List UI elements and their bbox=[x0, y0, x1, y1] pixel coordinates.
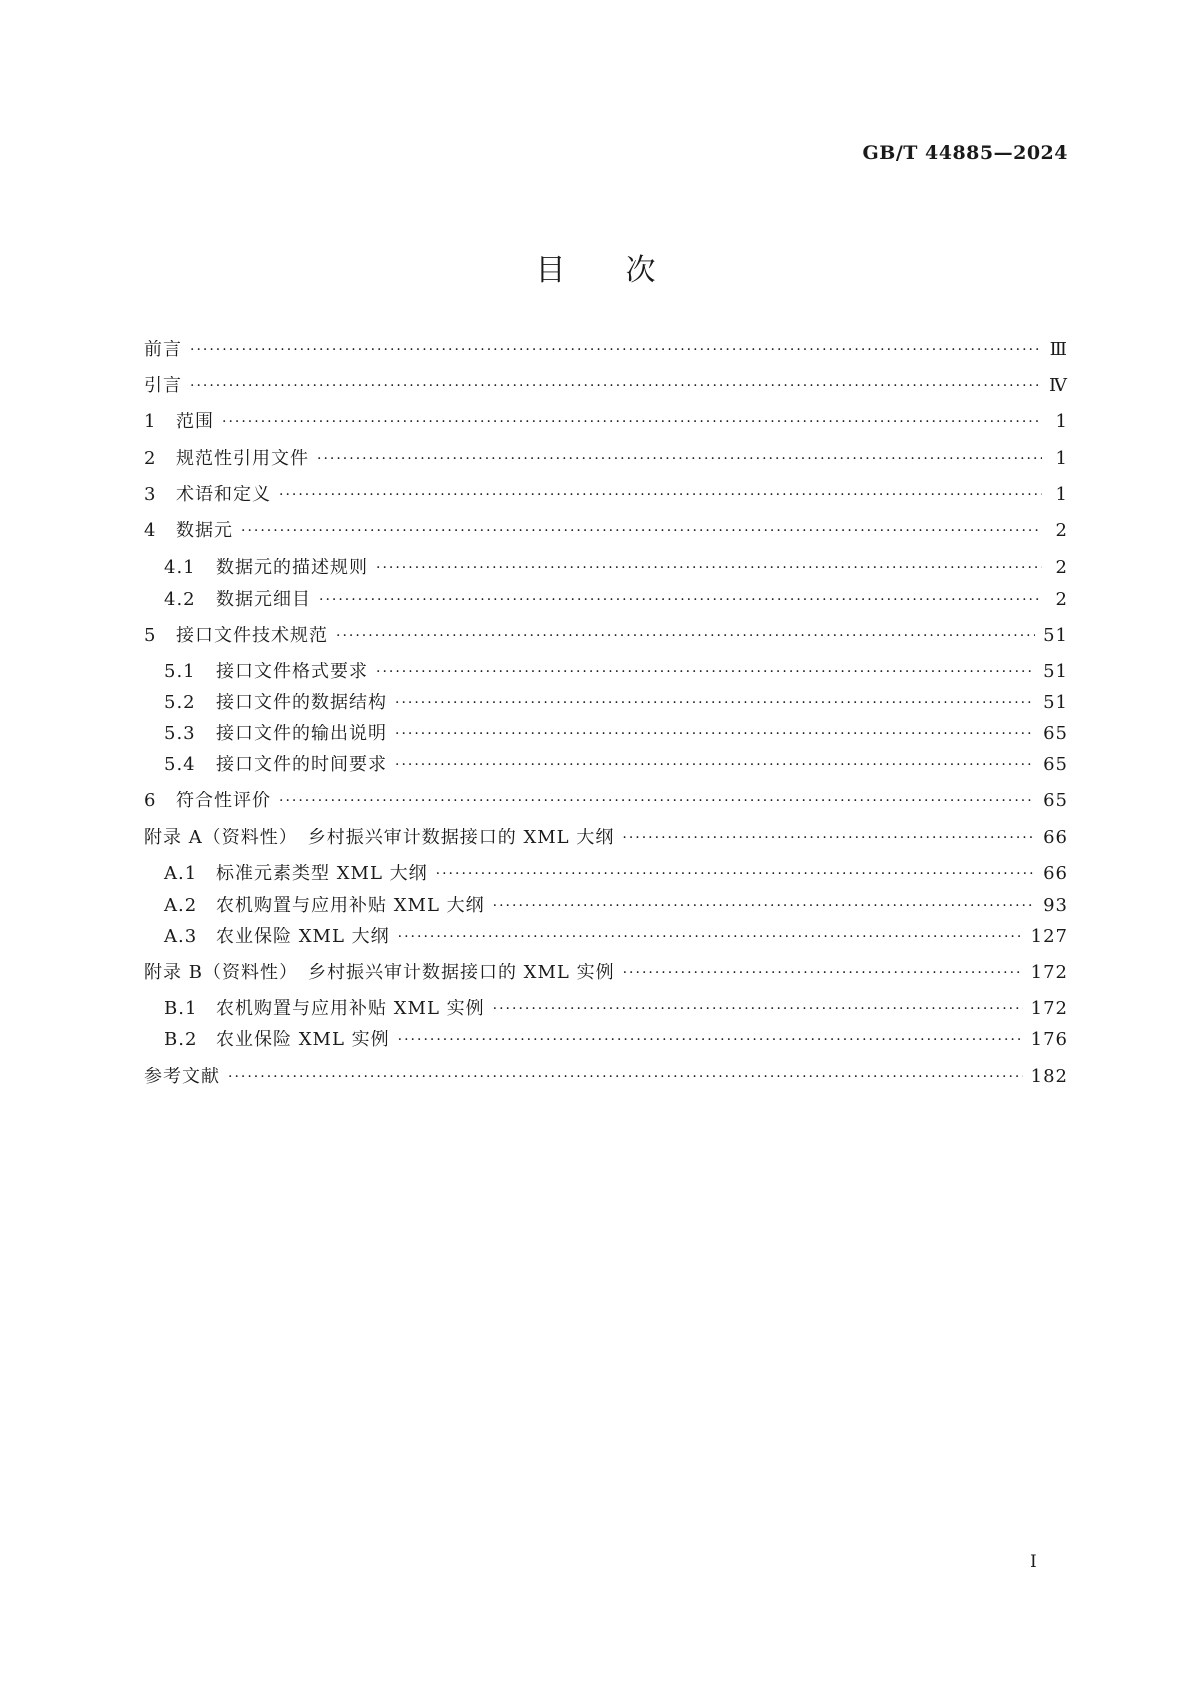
toc-entry-page: 51 bbox=[1043, 662, 1068, 682]
toc-entry-page: 65 bbox=[1043, 755, 1068, 775]
toc-entry-label: 附录 B（资料性） 乡村振兴审计数据接口的 XML 实例 bbox=[144, 963, 615, 983]
toc-entry-label: 符合性评价 bbox=[176, 791, 271, 811]
toc-entry[interactable] bbox=[144, 693, 1068, 713]
toc-entry-number: 5.2 bbox=[164, 693, 196, 713]
toc-entry[interactable] bbox=[144, 755, 1068, 775]
toc-entry-number: 5 bbox=[144, 626, 157, 646]
toc-entry-page: 66 bbox=[1043, 828, 1068, 848]
toc-entry[interactable] bbox=[144, 485, 1068, 505]
toc-entry[interactable] bbox=[144, 376, 1068, 396]
toc-leader-dots bbox=[398, 1030, 1023, 1050]
toc-entry-number: 4.1 bbox=[164, 558, 196, 578]
toc-entry-page: 2 bbox=[1055, 558, 1068, 578]
toc-entry[interactable] bbox=[144, 626, 1068, 646]
toc-leader-dots bbox=[395, 755, 1035, 775]
toc-leader-dots bbox=[319, 590, 1042, 610]
toc-entry-page: 1 bbox=[1055, 412, 1068, 432]
toc-entry-label: 农业保险 XML 大纲 bbox=[216, 927, 390, 947]
toc-entry-page: 172 bbox=[1030, 999, 1068, 1019]
toc-leader-dots bbox=[190, 376, 1041, 396]
toc-leader-dots bbox=[493, 896, 1035, 916]
toc-leader-dots bbox=[279, 485, 1042, 505]
toc-entry-number: 5.3 bbox=[164, 724, 196, 744]
toc-entry-label: 接口文件的时间要求 bbox=[216, 755, 387, 775]
toc-leader-dots bbox=[395, 693, 1035, 713]
toc-entry-page: 127 bbox=[1030, 927, 1068, 947]
toc-entry[interactable] bbox=[144, 558, 1068, 578]
toc-entry-number: A.2 bbox=[164, 896, 198, 916]
toc-entry-page: 1 bbox=[1055, 485, 1068, 505]
toc-entry-label: 术语和定义 bbox=[176, 485, 271, 505]
toc-entry-number: 6 bbox=[144, 791, 157, 811]
document-code: GB/T 44885—2024 bbox=[862, 142, 1068, 164]
toc-leader-dots bbox=[623, 963, 1023, 983]
toc-entry-label: 前言 bbox=[144, 340, 182, 360]
toc-entry-page: 51 bbox=[1043, 626, 1068, 646]
toc-entry-label: 接口文件的数据结构 bbox=[216, 693, 387, 713]
toc-entry[interactable] bbox=[144, 412, 1068, 432]
toc-entry[interactable] bbox=[144, 791, 1068, 811]
toc-entry[interactable] bbox=[144, 963, 1068, 983]
toc-entry-label: 标准元素类型 XML 大纲 bbox=[216, 864, 428, 884]
toc-leader-dots bbox=[436, 864, 1035, 884]
toc-entry-number: B.1 bbox=[164, 999, 198, 1019]
toc-entry[interactable] bbox=[144, 1030, 1068, 1050]
toc-entry-number: A.3 bbox=[164, 927, 198, 947]
toc-entry-number: 4.2 bbox=[164, 590, 196, 610]
toc-entry-number: 2 bbox=[144, 449, 157, 469]
toc-entry[interactable] bbox=[144, 999, 1068, 1019]
toc-entry-number: B.2 bbox=[164, 1030, 198, 1050]
toc-leader-dots bbox=[241, 521, 1042, 541]
toc-leader-dots bbox=[336, 626, 1035, 646]
toc-entry-number: 4 bbox=[144, 521, 157, 541]
toc-leader-dots bbox=[376, 662, 1035, 682]
toc-leader-dots bbox=[376, 558, 1042, 578]
toc-entry-label: 接口文件技术规范 bbox=[176, 626, 328, 646]
toc-entry-label: 农机购置与应用补贴 XML 实例 bbox=[216, 999, 485, 1019]
toc-entry-page: 1 bbox=[1055, 449, 1068, 469]
toc-entry-label: 范围 bbox=[176, 412, 214, 432]
toc-entry-label: 接口文件的输出说明 bbox=[216, 724, 387, 744]
toc-entry[interactable] bbox=[144, 590, 1068, 610]
toc-entry-page: 51 bbox=[1043, 693, 1068, 713]
toc-entry-page: 172 bbox=[1030, 963, 1068, 983]
toc-entry[interactable] bbox=[144, 828, 1068, 848]
toc-leader-dots bbox=[493, 999, 1023, 1019]
toc-leader-dots bbox=[317, 449, 1042, 469]
toc-entry-page: 93 bbox=[1043, 896, 1068, 916]
toc-entry-label: 引言 bbox=[144, 376, 182, 396]
toc-leader-dots bbox=[622, 828, 1035, 848]
toc-entry-page: 65 bbox=[1043, 724, 1068, 744]
toc-entry[interactable] bbox=[144, 521, 1068, 541]
toc-leader-dots bbox=[398, 927, 1023, 947]
toc-entry[interactable] bbox=[144, 724, 1068, 744]
toc-entry-label: 附录 A（资料性） 乡村振兴审计数据接口的 XML 大纲 bbox=[144, 828, 615, 848]
toc-leader-dots bbox=[222, 412, 1042, 432]
toc-entry[interactable] bbox=[144, 927, 1068, 947]
toc-entry-label: 接口文件格式要求 bbox=[216, 662, 368, 682]
toc-entry-page: 2 bbox=[1055, 521, 1068, 541]
toc-entry-number: 3 bbox=[144, 485, 157, 505]
toc-entry[interactable] bbox=[144, 1067, 1068, 1087]
toc-entry-label: 规范性引用文件 bbox=[176, 449, 309, 469]
toc-entry-number: 5.4 bbox=[164, 755, 196, 775]
toc-leader-dots bbox=[279, 791, 1035, 811]
toc-leader-dots bbox=[395, 724, 1035, 744]
toc-entry-label: 参考文献 bbox=[144, 1067, 220, 1087]
toc-entry-page: 65 bbox=[1043, 791, 1068, 811]
toc-entry[interactable] bbox=[144, 340, 1068, 360]
page-title: 目次 bbox=[535, 253, 716, 288]
toc-entry-page: 182 bbox=[1030, 1067, 1068, 1087]
toc-entry[interactable] bbox=[144, 864, 1068, 884]
toc-entry[interactable] bbox=[144, 449, 1068, 469]
toc-entry-page: 66 bbox=[1043, 864, 1068, 884]
toc-leader-dots bbox=[190, 340, 1042, 360]
toc-leader-dots bbox=[228, 1067, 1023, 1087]
toc-entry-label: 数据元的描述规则 bbox=[216, 558, 368, 578]
toc-entry-label: 农机购置与应用补贴 XML 大纲 bbox=[216, 896, 485, 916]
toc-entry-label: 数据元 bbox=[176, 521, 233, 541]
toc-entry-label: 农业保险 XML 实例 bbox=[216, 1030, 390, 1050]
toc-entry[interactable] bbox=[144, 662, 1068, 682]
page-number: I bbox=[1030, 1552, 1037, 1572]
toc-entry-page: 176 bbox=[1030, 1030, 1068, 1050]
toc-entry-number: 5.1 bbox=[164, 662, 196, 682]
toc-entry-label: 数据元细目 bbox=[216, 590, 311, 610]
toc-entry-page: 2 bbox=[1055, 590, 1068, 610]
toc-entry[interactable] bbox=[144, 896, 1068, 916]
toc-entry-number: A.1 bbox=[164, 864, 198, 884]
toc-entry-number: 1 bbox=[144, 412, 157, 432]
toc-entry-page: Ⅲ bbox=[1049, 340, 1068, 360]
toc-entry-page: Ⅳ bbox=[1049, 376, 1068, 396]
